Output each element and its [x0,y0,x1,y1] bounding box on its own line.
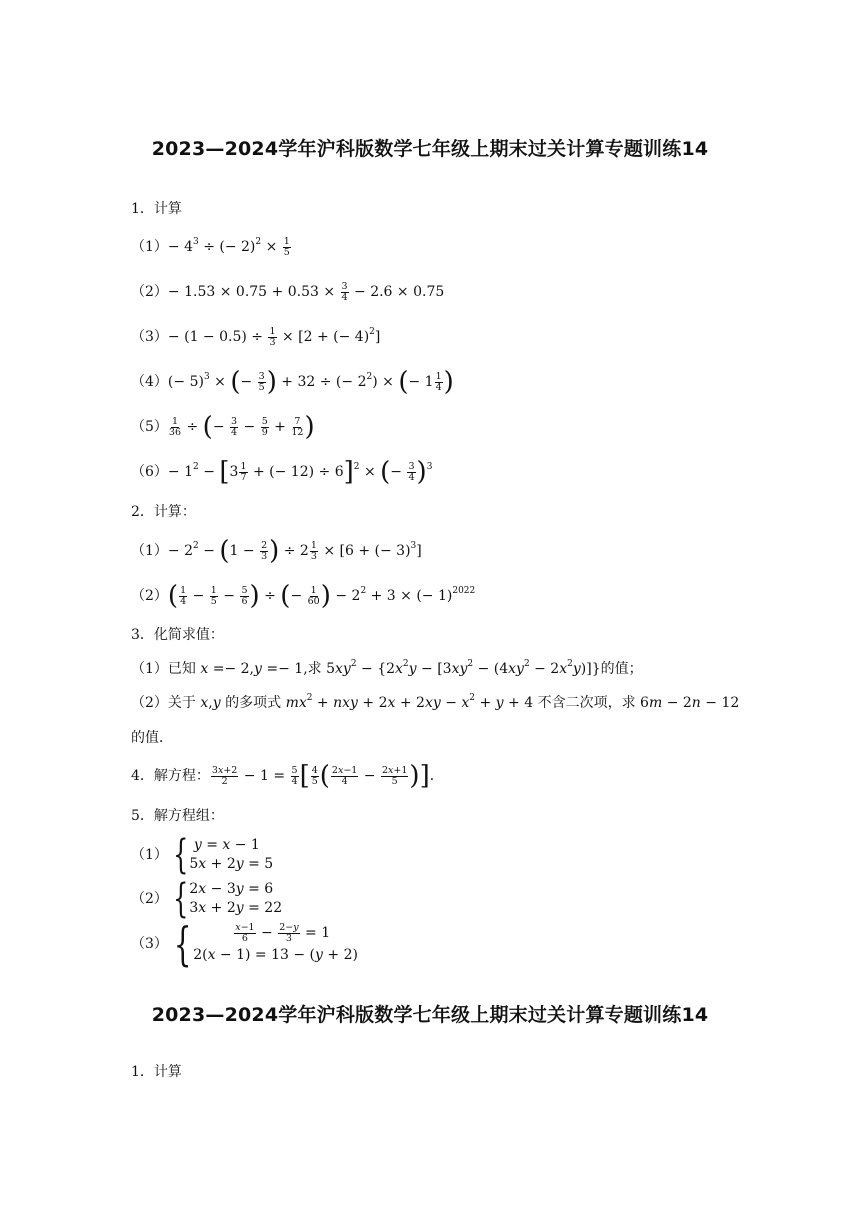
q3-item-2-continued: 的值． [131,730,173,746]
q1-heading: 1．计算 [131,201,182,217]
q1-item-6: $(6)- 1^2 - [3$ $\frac{1}{7}$ + (− 12) ÷ 6]$^2$ × (− $\frac{3}{4}$ )$^3$ [131,457,433,487]
q1-item-3: （3）− (1 − 0.5) ÷ $\frac{1}{3}$ × [2 + (− 4)$^2$] [131,325,381,348]
q1-item-4: $(4)(- 5)^3$ × (− $\frac{3}{5}$ ) + 32 ÷ (− $2^2$) × (− 1 $\frac{1}{4}$ ) [131,367,454,397]
q5-system-2: （2） { 2x − 3y = 6 3x + 2y = 22 [131,876,283,922]
q3-heading: 3．化简求值： [131,627,224,643]
q3-item-1: （1）已知 x =− 2,y =− 1,求 $5xy^2 - \{2x^2y - [3xy^2 - (4xy^2 - 2x^2y)]\}$的值； [131,659,643,677]
q2-item-1: $(1)- 2^2 - (1$ − $\frac{2}{3}$ ) ÷ 2 $\frac{1}{3}$ × [6 + (− 3)$^3$] [131,536,422,566]
q4-equation: 4．解方程： $\frac{3x+2}{2}$ − 1 = $\frac{5}{4}$ [ $\frac{4}{5}$ ( $\frac{2x-1}{4}$ − $\frac{2x+1}{5}$ )]． [131,761,444,791]
q1-item-5: （5） $\frac{1}{36}$ ÷ (− $\frac{3}{4}$ − $\frac{5}{9}$ + $\frac{7}{12}$ ) [131,412,315,442]
q1-item-2: （2）− 1.53 × 0.75 + 0.53 × $\frac{3}{4}$ − 2.6 × 0.75 [131,280,445,303]
q2-item-2: （2）( $\frac{1}{4}$ − $\frac{1}{5}$ − $\frac{5}{6}$ ) ÷ (− $\frac{1}{60}$ ) − $2^2 + 3$ × (− 1)$^{2022}$ [131,581,476,611]
q1-item-1: $(1)- 4^3$ ÷ (− 2)$^2$ × $\frac{1}{5}$ [131,235,290,258]
q2-heading: 2．计算： [131,504,196,520]
page-title: 2023—2024学年沪科版数学七年级上期末过关计算专题训练14 [151,138,709,160]
q5-system-1: （1） { y = x − 1 5x + 2y = 5 [131,832,274,878]
repeated-q1-heading: 1．计算 [131,1064,182,1080]
q5-heading: 5．解方程组： [131,808,224,824]
q3-item-2: （2）关于 x,y 的多项式 $mx^2$ + nxy + $2x + 2xy - x^2 + y + 4$ 不含二次项，求 6m − 2n − 12 [131,693,740,711]
repeated-title: 2023—2024学年沪科版数学七年级上期末过关计算专题训练14 [151,1004,709,1026]
q5-system-3: （3） { $\frac{x-1}{6}$ − $\frac{2-y}{3}$ = 1 2(x − 1) = 13 − (y + 2) [131,917,358,971]
